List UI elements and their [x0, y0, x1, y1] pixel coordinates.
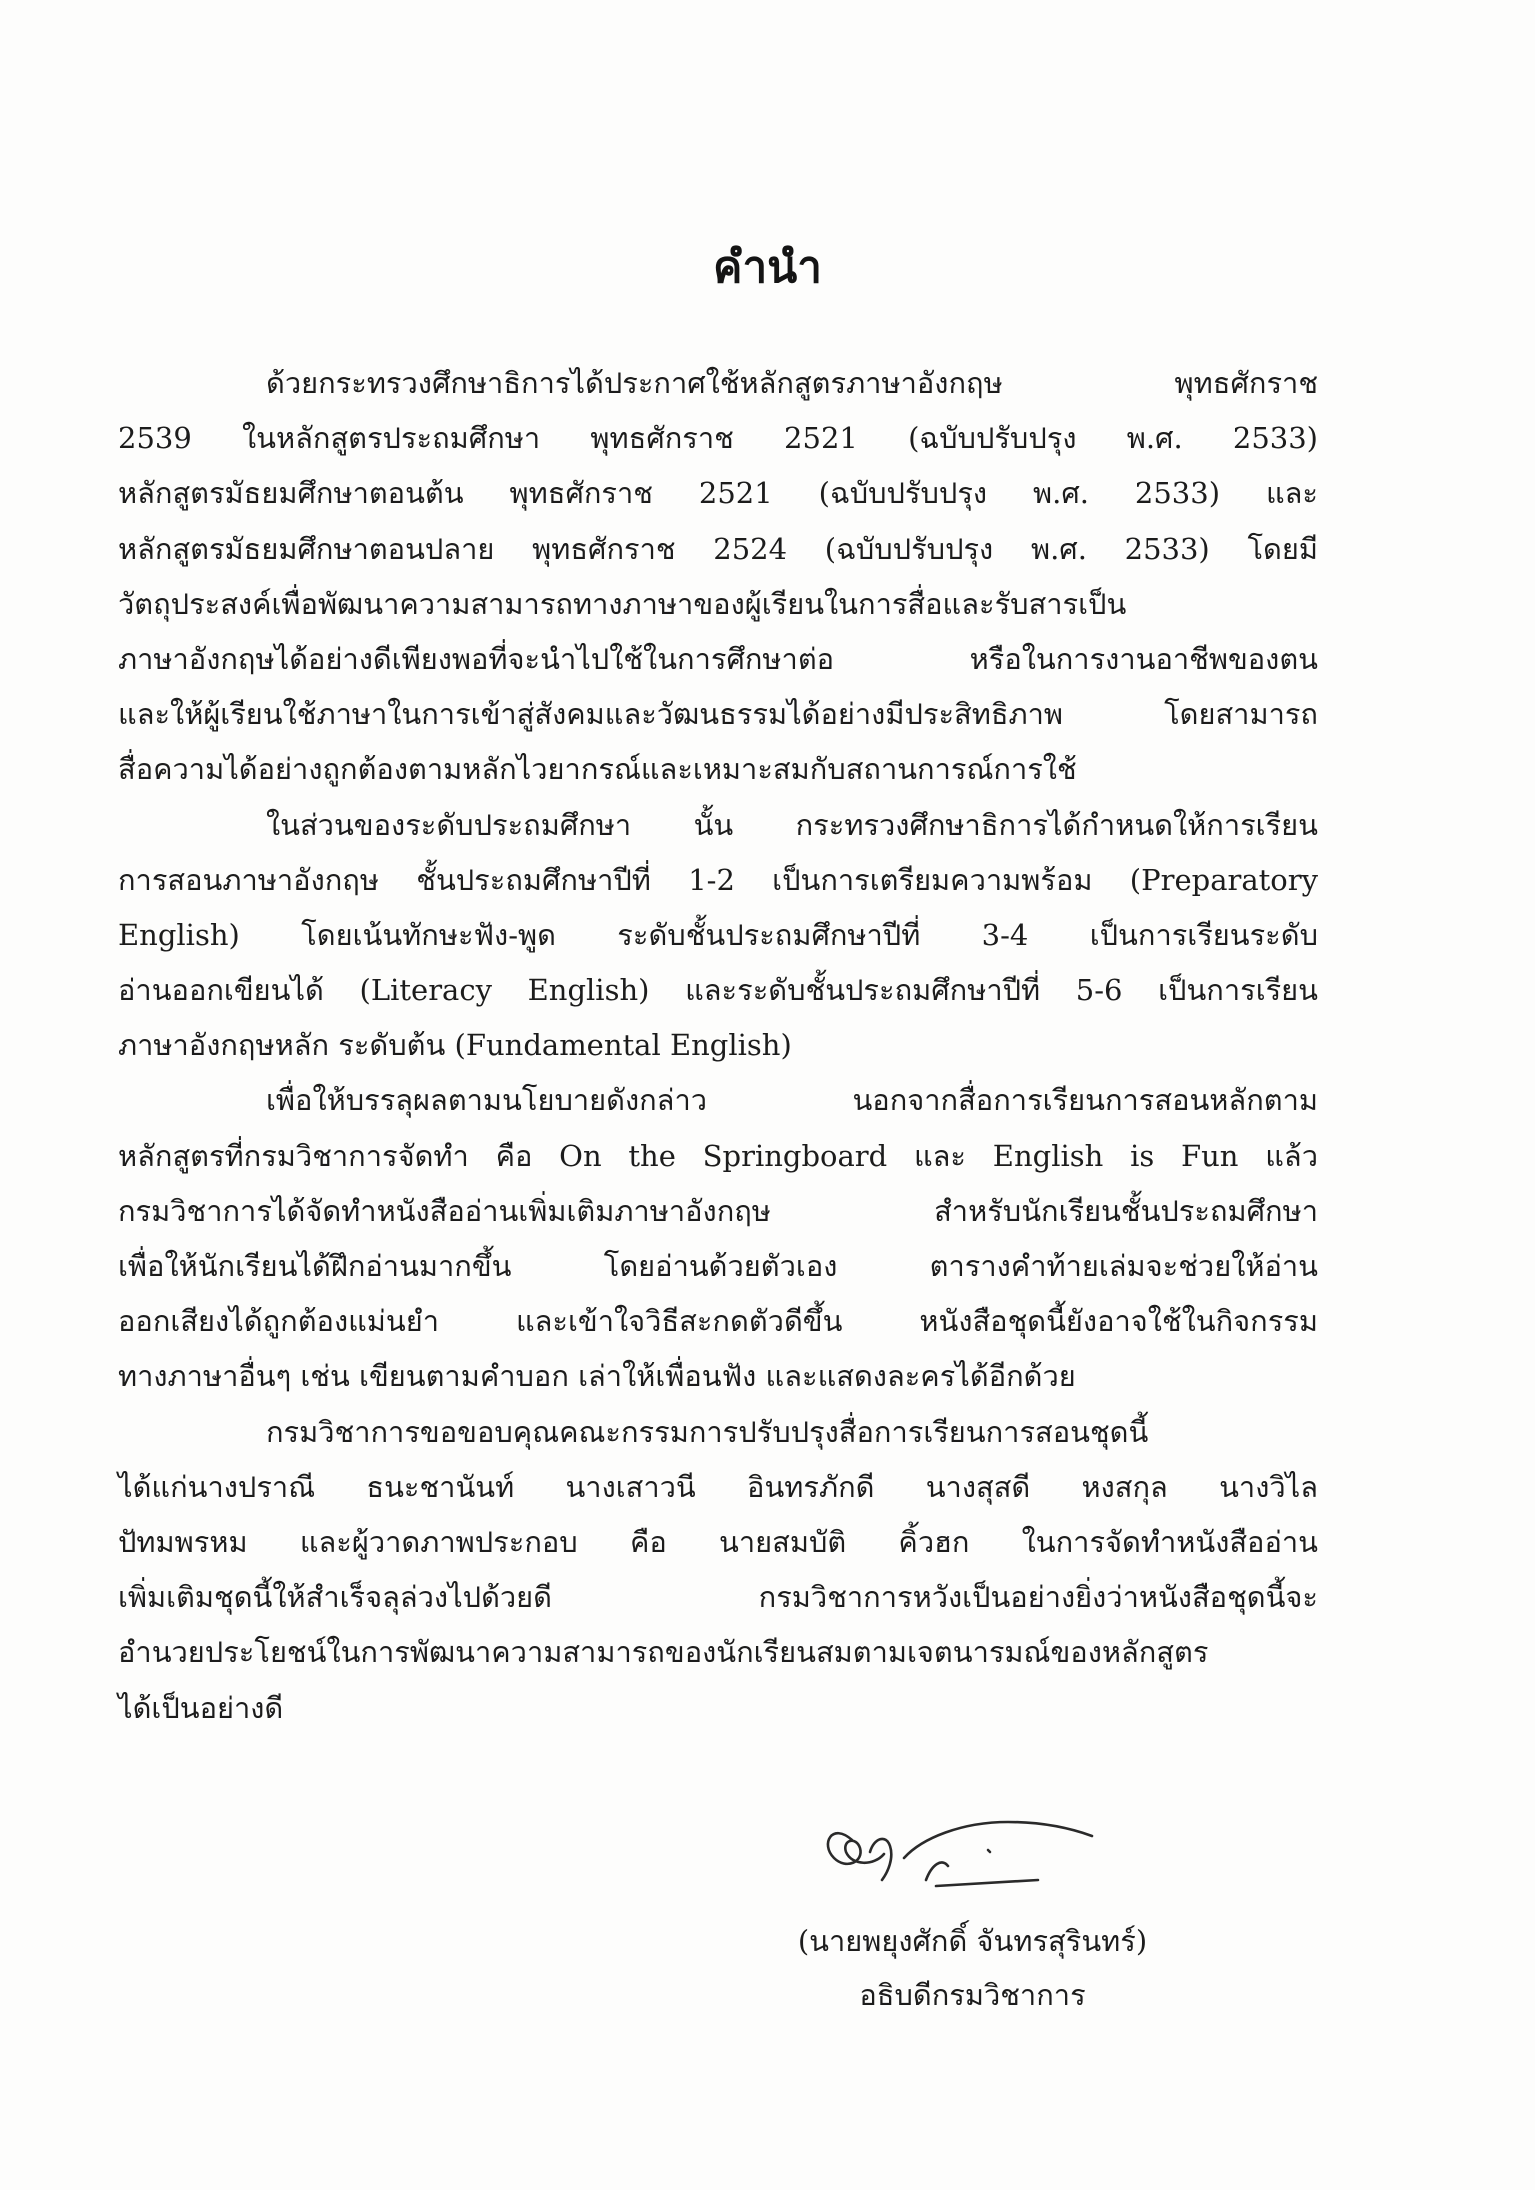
paragraph-line: ได้เป็นอย่างดี: [118, 1690, 284, 1725]
paragraph-line: เพิ่มเติมชุดนี้ให้สำเร็จลุล่วงไปด้วยดี กรมวิชาการหวังเป็นอย่างยิ่งว่าหนังสือชุดนี้จะ: [118, 1580, 1318, 1615]
paragraph-line: ทางภาษาอื่นๆ เช่น เขียนตามคำบอก เล่าให้เพื่อนฟัง และแสดงละครได้อีกด้วย: [118, 1359, 1076, 1394]
paragraph-line: วัตถุประสงค์เพื่อพัฒนาความสามารถทางภาษาของผู้เรียนในการสื่อและรับสารเป็น: [118, 586, 1127, 621]
signer-title: อธิบดีกรมวิชาการ: [859, 1978, 1086, 2012]
paragraph-line: สื่อความได้อย่างถูกต้องตามหลักไวยากรณ์และเหมาะสมกับสถานการณ์การใช้: [118, 752, 1077, 787]
paragraph-line: กรมวิชาการขอขอบคุณคณะกรรมการปรับปรุงสื่อการเรียนการสอนชุดนี้: [266, 1414, 1149, 1449]
document-body: [118, 356, 1318, 1736]
paragraph-line: เพื่อให้บรรลุผลตามนโยบายดังกล่าว นอกจากสื่อการเรียนการสอนหลักตาม: [266, 1083, 1318, 1118]
paragraph-line: และให้ผู้เรียนใช้ภาษาในการเข้าสู่สังคมและวัฒนธรรมได้อย่างมีประสิทธิภาพ โดยสามารถ: [118, 697, 1318, 732]
paragraph-line: ออกเสียงได้ถูกต้องแม่นยำ และเข้าใจวิธีสะกดตัวดีขึ้น หนังสือชุดนี้ยังอาจใช้ในกิจกรรม: [118, 1304, 1318, 1339]
paragraph-line: หลักสูตรมัธยมศึกษาตอนต้น พุทธศักราช 2521 (ฉบับปรับปรุง พ.ศ. 2533) และ: [118, 476, 1318, 511]
paragraph-line: อำนวยประโยชน์ในการพัฒนาความสามารถของนักเรียนสมตามเจตนารมณ์ของหลักสูตร: [118, 1635, 1209, 1670]
handwritten-signature: [812, 1792, 1112, 1902]
paragraph-line: English) โดยเน้นทักษะฟัง-พูด ระดับชั้นประถมศึกษาปีที่ 3-4 เป็นการเรียนระดับ: [118, 917, 1318, 952]
signer-name: (นายพยุงศักดิ์ จันทรสุรินทร์): [797, 1924, 1148, 1958]
paragraph-line: 2539 ในหลักสูตรประถมศึกษา พุทธศักราช 2521 (ฉบับปรับปรุง พ.ศ. 2533): [118, 421, 1318, 456]
paragraph-line: อ่านออกเขียนได้ (Literacy English) และระดับชั้นประถมศึกษาปีที่ 5-6 เป็นการเรียน: [118, 973, 1318, 1008]
paragraph-line: ในส่วนของระดับประถมศึกษา นั้น กระทรวงศึกษาธิการได้กำหนดให้การเรียน: [266, 807, 1318, 842]
paragraph-line: หลักสูตรที่กรมวิชาการจัดทำ คือ On the Springboard และ English is Fun แล้ว: [118, 1138, 1318, 1173]
paragraph-line: กรมวิชาการได้จัดทำหนังสืออ่านเพิ่มเติมภาษาอังกฤษ สำหรับนักเรียนชั้นประถมศึกษา: [118, 1193, 1318, 1228]
paragraph-line: เพื่อให้นักเรียนได้ฝึกอ่านมากขึ้น โดยอ่านด้วยตัวเอง ตารางคำท้ายเล่มจะช่วยให้อ่าน: [118, 1249, 1318, 1283]
paragraph-line: ภาษาอังกฤษได้อย่างดีเพียงพอที่จะนำไปใช้ในการศึกษาต่อ หรือในการงานอาชีพของตน: [118, 641, 1318, 676]
paragraph-line: ด้วยกระทรวงศึกษาธิการได้ประกาศใช้หลักสูตรภาษาอังกฤษ พุทธศักราช: [266, 366, 1318, 400]
paragraph-line: การสอนภาษาอังกฤษ ชั้นประถมศึกษาปีที่ 1-2 เป็นการเตรียมความพร้อม (Preparatory: [118, 862, 1318, 897]
paragraph-line: ภาษาอังกฤษหลัก ระดับต้น (Fundamental English): [118, 1028, 792, 1063]
paragraph-line: หลักสูตรมัธยมศึกษาตอนปลาย พุทธศักราช 2524 (ฉบับปรับปรุง พ.ศ. 2533) โดยมี: [118, 531, 1318, 566]
paragraph-line: ได้แก่นางปราณี ธนะชานันท์ นางเสาวนี อินทรภักดี นางสุสดี หงสกุล นางวิไล: [118, 1469, 1318, 1504]
page-title: คำนำ: [713, 242, 822, 293]
paragraph-line: ปัทมพรหม และผู้วาดภาพประกอบ คือ นายสมบัติ คิ้วฮก ในการจัดทำหนังสืออ่าน: [118, 1524, 1318, 1559]
